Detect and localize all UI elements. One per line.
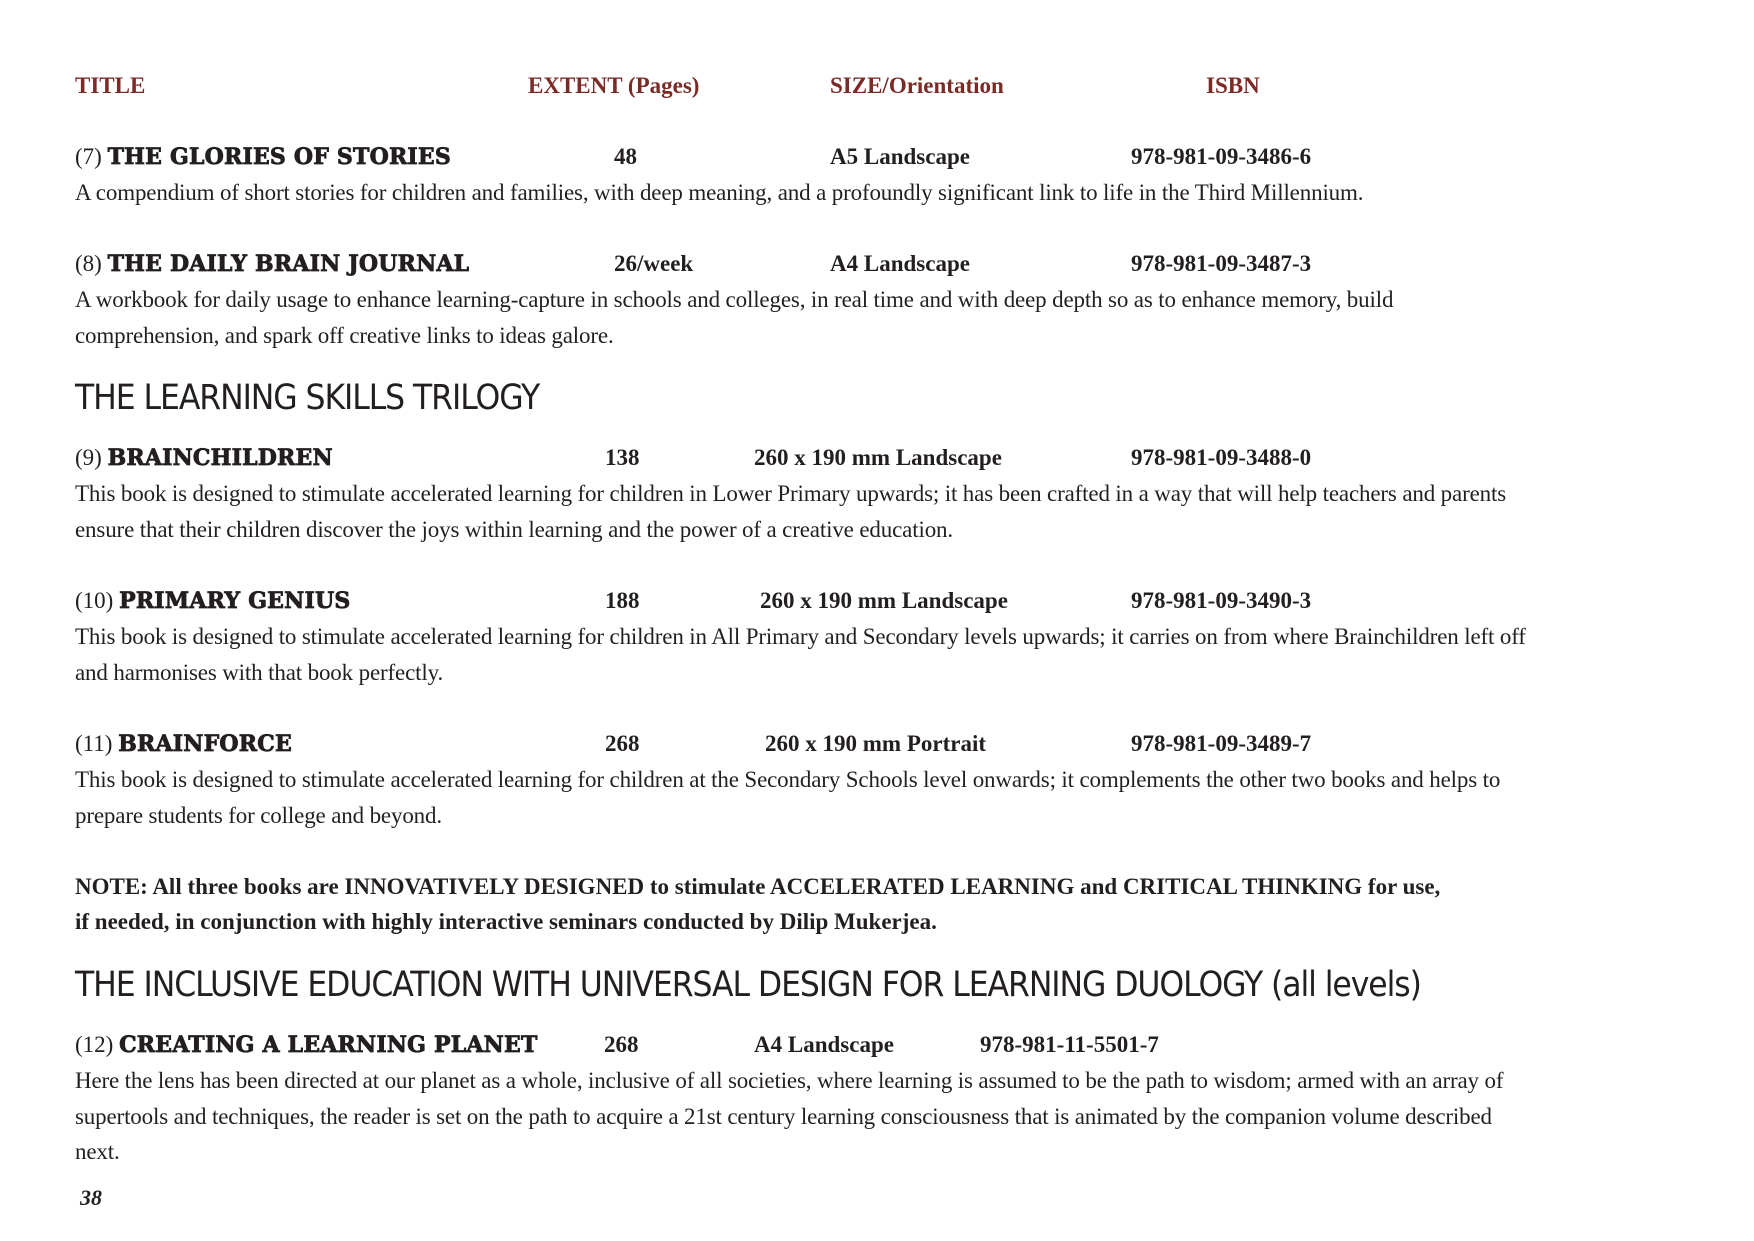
book-title: PRIMARY GENIUS — [119, 588, 351, 614]
book-number: (11) — [75, 731, 113, 756]
book-number: (10) — [75, 588, 114, 613]
book-extent: 48 — [614, 144, 637, 169]
note-line: if needed, in conjunction with highly interactive seminars conducted by Dilip Mukerjea. — [75, 909, 937, 934]
book-description-line: This book is designed to stimulate accelerated learning for children at the Secondary Schools level onwards; it complements the other two books and helps to — [75, 767, 1501, 792]
book-description-line: next. — [75, 1139, 120, 1164]
book-size: A4 Landscape — [830, 251, 970, 276]
book-isbn: 978-981-09-3486-6 — [1131, 144, 1312, 169]
book-isbn: 978-981-11-5501-7 — [980, 1032, 1159, 1057]
header-size: SIZE/Orientation — [830, 73, 1004, 98]
book-description-line: ensure that their children discover the joys within learning and the power of a creative education. — [75, 516, 953, 542]
book-description-line: comprehension, and spark off creative links to ideas galore. — [75, 322, 614, 348]
book-size: 260 x 190 mm Landscape — [760, 588, 1008, 613]
book-description-line: This book is designed to stimulate accelerated learning for children in Lower Primary upwards; it has been crafted in a way that will help teachers and parents — [75, 481, 1507, 506]
book-number: (7) — [75, 144, 102, 169]
book-heading — [75, 446, 333, 469]
book-description-line: A compendium of short stories for children and families, with deep meaning, and a profoundly significant link to life in the Third Millennium. — [75, 180, 1364, 205]
book-extent: 268 — [605, 731, 640, 756]
header-extent: EXTENT (Pages) — [528, 73, 700, 98]
book-title: BRAINCHILDREN — [107, 445, 333, 471]
book-title: THE DAILY BRAIN JOURNAL — [107, 251, 470, 277]
book-isbn: 978-981-09-3488-0 — [1131, 445, 1312, 470]
book-heading — [75, 1033, 538, 1056]
book-title: CREATING A LEARNING PLANET — [119, 1032, 538, 1058]
book-description-line: supertools and techniques, the reader is set on the path to acquire a 21st century learning consciousness that is animated by the companion volume described — [75, 1103, 1492, 1129]
book-description-line: This book is designed to stimulate accelerated learning for children in All Primary and Secondary levels upwards; it carries on from where Brainchildren left off — [75, 624, 1526, 649]
book-extent: 26/week — [614, 251, 694, 276]
book-size: 260 x 190 mm Portrait — [765, 731, 986, 756]
book-heading — [75, 589, 350, 612]
section-heading-duology: THE INCLUSIVE EDUCATION WITH UNIVERSAL DESIGN FOR LEARNING DUOLOGY (all levels) — [75, 965, 1421, 1005]
book-title: THE GLORIES OF STORIES — [107, 144, 451, 170]
note-line: NOTE: All three books are INNOVATIVELY DESIGNED to stimulate ACCELERATED LEARNING and CRITICAL THINKING for use, — [75, 874, 1441, 899]
section-heading-trilogy: THE LEARNING SKILLS TRILOGY — [75, 378, 540, 418]
book-extent: 188 — [605, 588, 640, 613]
book-size: 260 x 190 mm Landscape — [754, 445, 1002, 470]
book-isbn: 978-981-09-3489-7 — [1131, 731, 1312, 756]
book-description-line: prepare students for college and beyond. — [75, 802, 442, 828]
book-extent: 268 — [604, 1032, 639, 1057]
book-title: BRAINFORCE — [118, 731, 292, 757]
book-number: (8) — [75, 251, 102, 276]
book-heading — [75, 252, 469, 275]
header-title: TITLE — [75, 73, 146, 98]
book-extent: 138 — [605, 445, 640, 470]
book-description-line: and harmonises with that book perfectly. — [75, 659, 444, 685]
book-size: A5 Landscape — [830, 144, 970, 169]
book-description-line: Here the lens has been directed at our planet as a whole, inclusive of all societies, where learning is assumed to be the path to wisdom; armed with an array of — [75, 1068, 1504, 1093]
book-heading — [75, 732, 292, 755]
book-number: (12) — [75, 1032, 114, 1057]
book-number: (9) — [75, 445, 102, 470]
book-isbn: 978-981-09-3490-3 — [1131, 588, 1312, 613]
book-size: A4 Landscape — [754, 1032, 894, 1057]
book-isbn: 978-981-09-3487-3 — [1131, 251, 1312, 276]
book-description-line: A workbook for daily usage to enhance learning-capture in schools and colleges, in real time and with deep depth so as to enhance memory, build — [75, 287, 1394, 312]
book-heading — [75, 145, 451, 168]
header-isbn: ISBN — [1206, 73, 1260, 98]
page-number: 38 — [80, 1185, 102, 1210]
